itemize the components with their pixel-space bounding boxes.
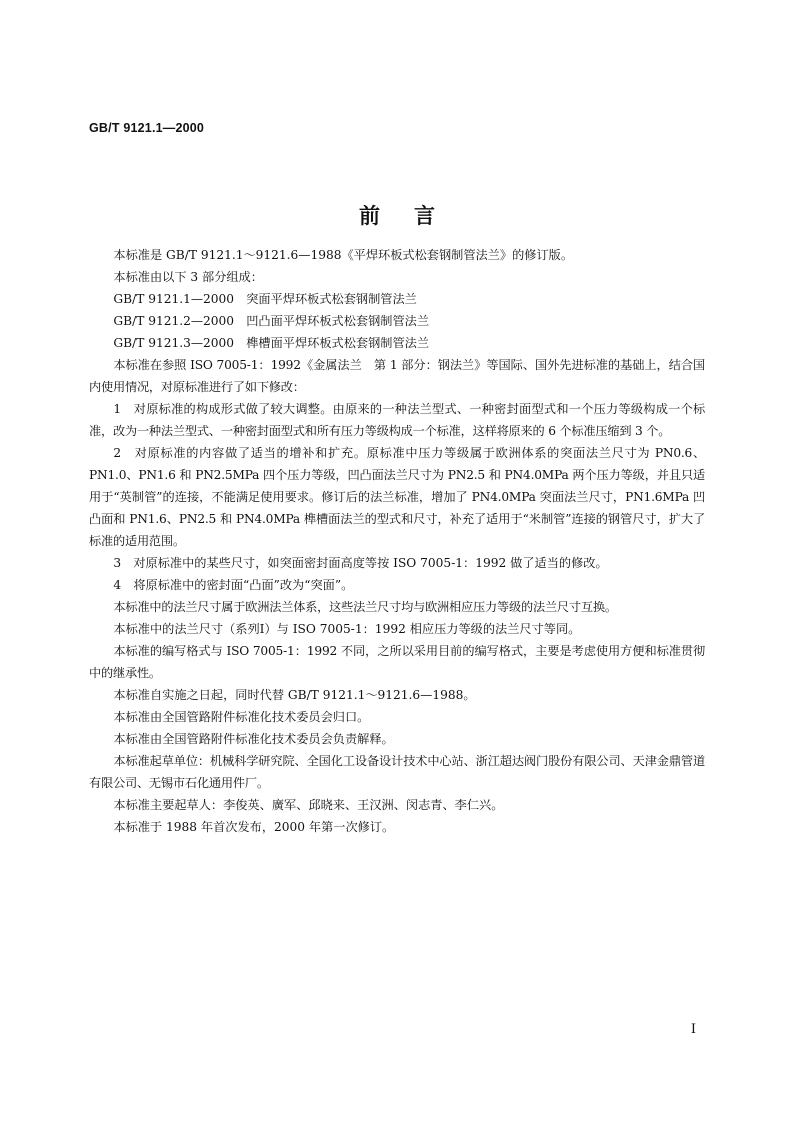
paragraph: 本标准中的法兰尺寸属于欧洲法兰体系，这些法兰尺寸均与欧洲相应压力等级的法兰尺寸互换。 xyxy=(113,600,617,614)
paragraph: 2 对原标准的内容做了适当的增补和扩充。原标准中压力等级属于欧洲体系的突面法兰尺寸为 PN0.6、PN1.0、PN1.6 和 PN2.5MPa 四个压力等级，凹凸面法兰尺寸为 PN2.5 和 PN4.0MPa 两个压力等级，并且只适用于“英制管”的连接，不能满足使用要求。修订后的法兰标准，增加了 PN4.0MPa 突面法兰尺寸，PN1.6MPa 凹凸面和 PN1.6、PN2.5 和 PN4.0MPa 榫槽面法兰的型式和尺寸，补充了适用于“米制管”连接的钢管尺寸，扩大了标准的适用范围。 xyxy=(89,446,705,548)
page-number: I xyxy=(690,1022,696,1037)
paragraph: 1 对原标准的构成形式做了较大调整。由原来的一种法兰型式、一种密封面型式和一个压力等级构成一个标准，改为一种法兰型式、一种密封面型式和所有压力等级构成一个标准，这样将原来的 6 个标准压缩到 3 个。 xyxy=(89,402,705,438)
paragraph: GB/T 9121.1—2000 突面平焊环板式松套钢制管法兰 xyxy=(113,292,417,306)
paragraph: 本标准在参照 ISO 7005-1：1992《金属法兰 第 1 部分：钢法兰》等国际、国外先进标准的基础上，结合国内使用情况，对原标准进行了如下修改： xyxy=(89,358,705,394)
paragraph: GB/T 9121.2—2000 凹凸面平焊环板式松套钢制管法兰 xyxy=(113,314,430,328)
paragraph: 本标准是 GB/T 9121.1～9121.6—1988《平焊环板式松套钢制管法兰》的修订版。 xyxy=(113,248,574,262)
paragraph: 本标准起草单位：机械科学研究院、全国化工设备设计技术中心站、浙江超达阀门股份有限公司、天津金鼎管道有限公司、无锡市石化通用件厂。 xyxy=(89,754,705,790)
paragraph: 本标准于 1988 年首次发布，2000 年第一次修订。 xyxy=(113,820,395,834)
paragraph: 本标准由以下 3 部分组成： xyxy=(113,270,263,284)
paragraph: 本标准自实施之日起，同时代替 GB/T 9121.1～9121.6—1988。 xyxy=(113,688,476,702)
paragraph: GB/T 9121.3—2000 榫槽面平焊环板式松套钢制管法兰 xyxy=(113,336,430,350)
foreword-body xyxy=(89,244,705,838)
paragraph: 本标准由全国管路附件标准化技术委员会归口。 xyxy=(113,710,370,724)
paragraph: 本标准的编写格式与 ISO 7005-1：1992 不同，之所以采用目前的编写格式，主要是考虑使用方便和标准贯彻中的继承性。 xyxy=(89,644,705,680)
paragraph: 本标准主要起草人：李俊英、廣军、邱晓来、王汉洲、闵志青、李仁兴。 xyxy=(113,798,504,812)
standard-code-header: GB/T 9121.1—2000 xyxy=(89,121,205,135)
paragraph: 3 对原标准中的某些尺寸，如突面密封面高度等按 ISO 7005-1：1992 做了适当的修改。 xyxy=(113,556,608,570)
paragraph: 本标准中的法兰尺寸（系列Ⅰ）与 ISO 7005-1：1992 相应压力等级的法兰尺寸等同。 xyxy=(113,622,581,636)
page-title: 前言 xyxy=(359,204,469,228)
paragraph: 4 将原标准中的密封面“凸面”改为“突面”。 xyxy=(113,578,354,592)
paragraph: 本标准由全国管路附件标准化技术委员会负责解释。 xyxy=(113,732,394,746)
